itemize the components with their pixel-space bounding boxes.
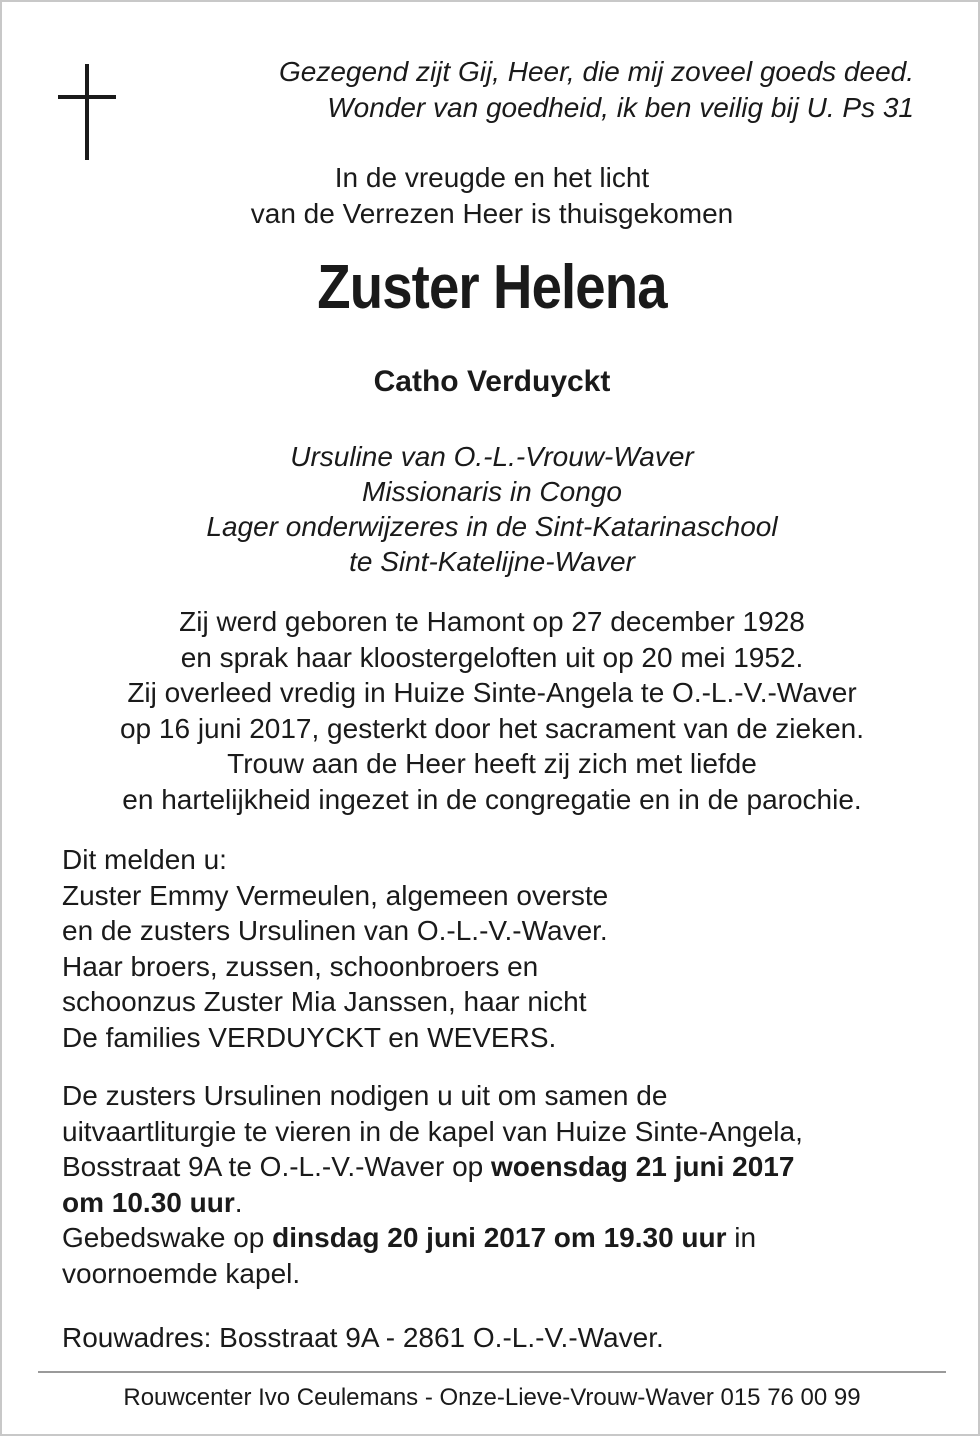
religious-name: Zuster Helena xyxy=(317,253,667,322)
invitation-line: uitvaartliturgie te vieren in de kapel van Huize Sinte-Angela, xyxy=(62,1115,803,1147)
psalm-line: Gezegend zijt Gij, Heer, die mij zoveel goeds deed. xyxy=(278,56,914,87)
bio-line: en hartelijkheid ingezet in de congregatie en in de parochie. xyxy=(122,783,862,815)
announcement-line: Haar broers, zussen, schoonbroers en xyxy=(62,950,539,982)
vigil-line xyxy=(62,1220,942,1256)
role-line: te Sint-Katelijne-Waver xyxy=(349,546,635,577)
funeral-time: om 10.30 uur xyxy=(62,1186,235,1218)
invitation-line xyxy=(62,1149,942,1185)
intro-line: In de vreugde en het licht xyxy=(334,162,650,193)
bio-line: Zij overleed vredig in Huize Sinte-Angela te O.-L.-V.-Waver xyxy=(127,677,857,708)
cross-icon xyxy=(58,64,116,160)
funeral-date: woensdag 21 juni 2017 xyxy=(491,1151,795,1182)
psalm-line: Wonder van goedheid, ik ben veilig bij U. Ps 31 xyxy=(327,92,914,123)
role-line: Ursuline van O.-L.-Vrouw-Waver xyxy=(290,441,694,472)
invitation-text: Bosstraat 9A te O.-L.-V.-Waver op xyxy=(62,1151,491,1182)
funeral-home-footer: Rouwcenter Ivo Ceulemans - Onze-Lieve-Vrouw-Waver 015 76 00 99 xyxy=(123,1384,861,1411)
intro-text xyxy=(2,160,980,232)
funeral-invitation xyxy=(62,1078,942,1291)
role-line: Lager onderwijzeres in de Sint-Katarinaschool xyxy=(206,511,778,542)
biography xyxy=(2,604,980,817)
invitation-text: . xyxy=(234,1186,243,1218)
intro-line: van de Verrezen Heer is thuisgekomen xyxy=(250,198,734,229)
invitation-line: De zusters Ursulinen nodigen u uit om samen de xyxy=(62,1080,668,1111)
role-line: Missionaris in Congo xyxy=(362,476,622,507)
announcement xyxy=(62,842,942,1055)
announcement-line: en de zusters Ursulinen van O.-L.-V.-Waver. xyxy=(62,915,608,946)
divider xyxy=(38,1371,946,1373)
announcement-line: De families VERDUYCKT en WEVERS. xyxy=(62,1021,557,1053)
vigil-text: in xyxy=(726,1222,757,1253)
mourning-address: Rouwadres: Bosstraat 9A - 2861 O.-L.-V.-Waver. xyxy=(62,1322,664,1353)
bio-line: Zij werd geboren te Hamont op 27 december 1928 xyxy=(179,606,805,637)
announcement-line: schoonzus Zuster Mia Janssen, haar nicht xyxy=(62,986,587,1017)
vigil-place: voornoemde kapel. xyxy=(62,1257,301,1289)
announcement-line: Dit melden u: xyxy=(62,844,227,875)
invitation-line xyxy=(62,1185,942,1221)
announcement-line: Zuster Emmy Vermeulen, algemeen overste xyxy=(62,879,609,911)
psalm-quote xyxy=(279,54,914,126)
bio-line: en sprak haar kloostergeloften uit op 20 mei 1952. xyxy=(180,641,804,673)
roles-list xyxy=(2,439,980,579)
civil-name: Catho Verduyckt xyxy=(373,365,611,398)
vigil-text: Gebedswake op xyxy=(62,1222,273,1253)
vigil-datetime: dinsdag 20 juni 2017 om 19.30 uur xyxy=(272,1222,727,1253)
bio-line: Trouw aan de Heer heeft zij zich met liefde xyxy=(227,748,757,779)
bio-line: op 16 juni 2017, gesterkt door het sacrament van de zieken. xyxy=(119,712,865,744)
